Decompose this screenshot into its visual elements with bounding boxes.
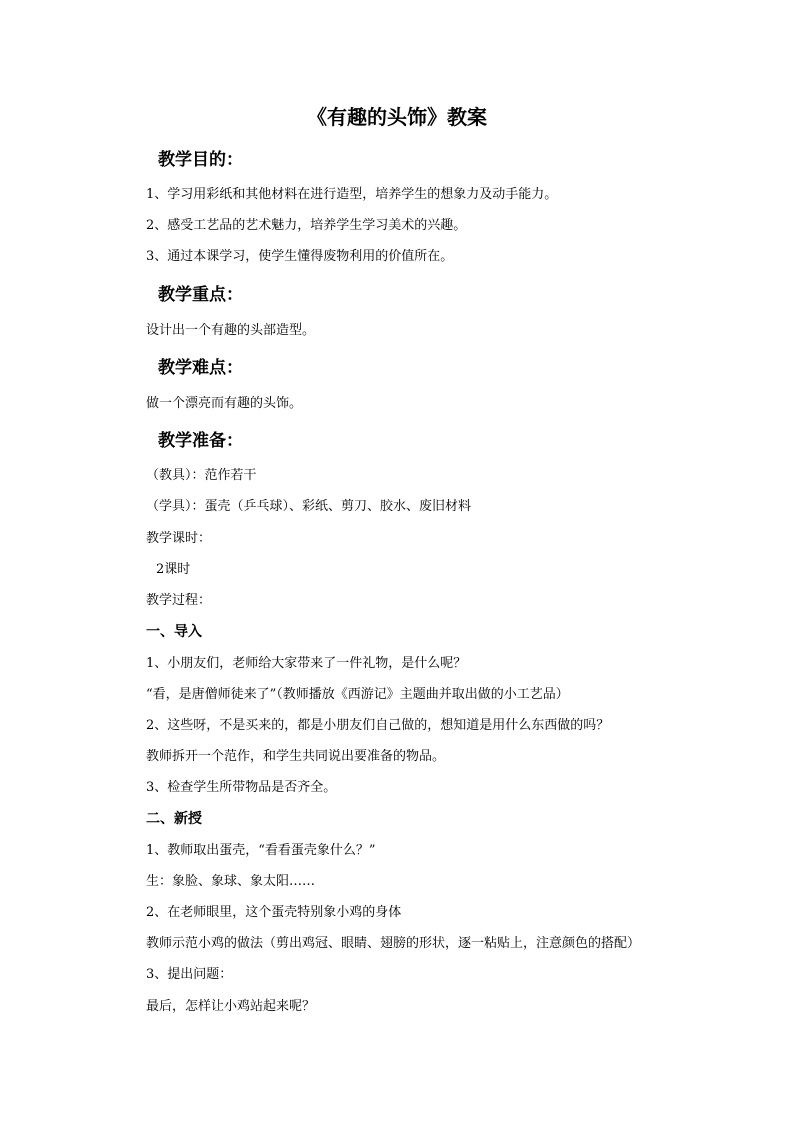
process-line: 3、提出问题：: [146, 967, 233, 982]
part2-heading: 二、新授: [146, 811, 202, 827]
process-line: “看，是唐僧师徒来了”（教师播放《西游记》主题曲并取出做的小工艺品）: [146, 687, 569, 702]
part1-heading: 一、导入: [146, 624, 202, 640]
process-line: 1、教师取出蛋壳，“看看蛋壳象什么？”: [146, 843, 376, 858]
objective-item: 1、学习用彩纸和其他材料在进行造型，培养学生的想象力及动手能力。: [146, 187, 558, 202]
teacher-tools: （教具）：范作若干: [146, 468, 257, 483]
difficulty-text: 做一个漂亮而有趣的头饰。: [146, 396, 303, 411]
process-label: 教学过程：: [146, 593, 212, 608]
student-tools: （学具）：蛋壳（乒乓球）、彩纸、剪刀、胶水、废旧材料: [146, 499, 472, 514]
class-hours-value: 2课时: [156, 562, 191, 577]
key-point-text: 设计出一个有趣的头部造型。: [146, 323, 316, 338]
key-point-heading: 教学重点：: [158, 285, 243, 305]
process-line: 3、检查学生所带物品是否齐全。: [146, 780, 337, 795]
process-line: 1、小朋友们，老师给大家带来了一件礼物，是什么呢？: [146, 656, 467, 671]
difficulty-heading: 教学难点：: [158, 358, 243, 378]
process-line: 2、这些呀，不是买来的，都是小朋友们自己做的，想知道是用什么东西做的吗？: [146, 718, 610, 733]
process-line: 教师示范小鸡的做法（剪出鸡冠、眼睛、翅膀的形状，逐一粘贴上，注意颜色的搭配）: [146, 936, 641, 951]
process-line: 生：象脸、象球、象太阳……: [146, 874, 316, 889]
process-line: 2、在老师眼里，这个蛋壳特别象小鸡的身体: [146, 905, 402, 920]
document-title: 《有趣的头饰》教案: [307, 105, 487, 129]
objective-item: 2、感受工艺品的艺术魅力，培养学生学习美术的兴趣。: [146, 218, 467, 233]
process-line: 教师拆开一个范作，和学生共同说出要准备的物品。: [146, 749, 446, 764]
preparation-heading: 教学准备：: [158, 431, 243, 451]
process-line: 最后，怎样让小鸡站起来呢？: [146, 999, 316, 1014]
objective-item: 3、通过本课学习，使学生懂得废物利用的价值所在。: [146, 249, 454, 264]
class-hours-label: 教学课时：: [146, 531, 212, 546]
objectives-heading: 教学目的：: [158, 150, 243, 170]
